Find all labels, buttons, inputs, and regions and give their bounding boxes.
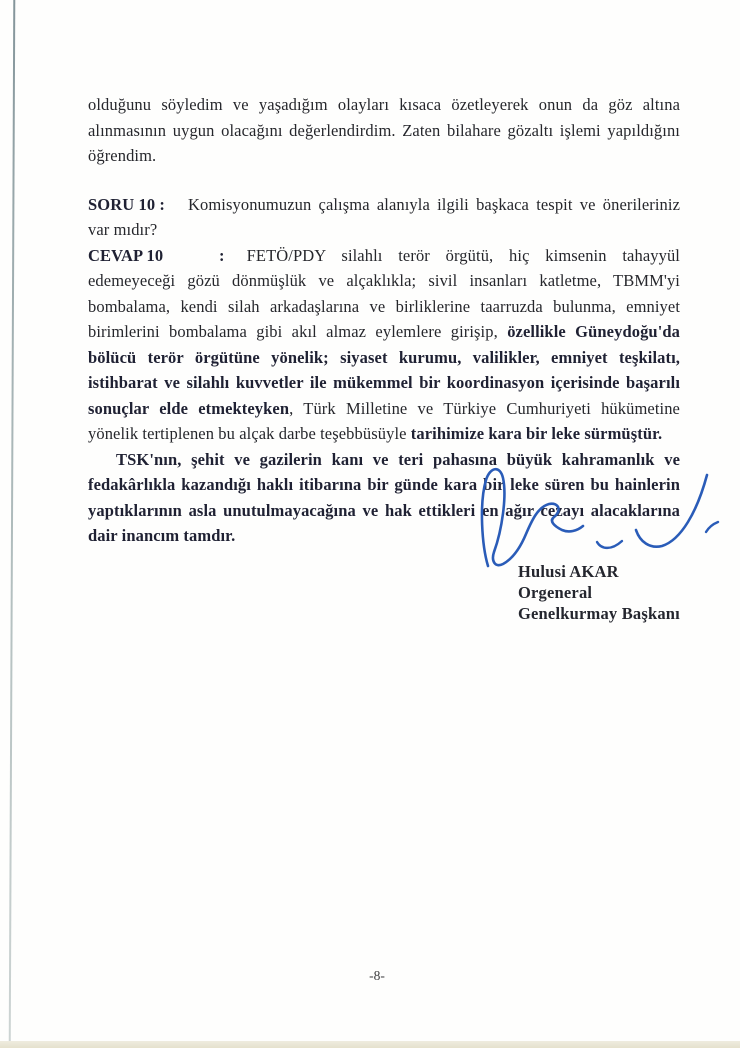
scan-artifact-left-line [9,0,16,1048]
paragraph-intro: olduğunu söyledim ve yaşadığım olayları kısaca özetleyerek onun da göz altına alınmasının uygun olacağını değerlendirdim. Zaten bilahare gözaltı işlemi yapıldığını öğrendim. [88,95,680,165]
paragraph-closing-statement: TSK'nın, şehit ve gazilerin kanı ve teri pahasına büyük kahramanlık ve fedakârlıkla kazandığı haklı itibarına bir günde kara bir leke süren bu hainlerin yaptıklarının asla unutulmayacağına ve hak ettikleri en ağır cezayı alacaklarına dair inancım tamdır. [88,449,680,545]
answer-10-segment-4-bold: tarihimize kara bir leke sürmüştür. [410,424,663,443]
signatory-rank: Orgeneral [518,583,593,602]
handwritten-signature-ink [450,450,730,575]
question-10-label: SORU 10 : [88,194,165,214]
paragraph-answer-10 [88,243,680,447]
signatory-block [518,561,680,624]
signatory-title: Genelkurmay Başkanı [518,604,680,623]
scan-artifact-bottom-edge [0,1041,740,1048]
paragraph-question-10 [88,192,680,243]
page-number: -8- [369,968,385,983]
answer-10-colon: : [219,245,225,265]
answer-10-segment-2-bold: özellikle Güneydoğu'da bölücü terör örgütüne yönelik; siyaset kurumu, valilikler, emniyet teşkilatı, istihbarat ve silahlı kuvvetler ile mükemmel bir koordinasyon içerisinde başarılı sonuçlar elde etmekteyken [88,322,681,418]
answer-10-label: CEVAP 10 [88,245,164,265]
answer-10-segment-3: , Türk Milletine ve Türkiye Cumhuriyeti hükümetine yönelik tertiplenen bu alçak darbe teşebbüsüyle [88,398,680,443]
signatory-name: Hulusi AKAR [518,562,619,581]
answer-10-segment-1: FETÖ/PDY silahlı terör örgütü, hiç kimsenin tahayyül edemeyeceği gözü dönmüşlük ve alçaklıkla; sivil insanları katletme, TBMM'yi bombalama, kendi silah arkadaşlarına ve birliklerine taarruzda bulunma, emniyet birimlerini bombalama gibi akıl almaz eylemlere girişip, [88,245,680,341]
question-10-text: Komisyonumuzun çalışma alanıyla ilgili başkaca tespit ve önerileriniz var mıdır? [88,194,680,239]
